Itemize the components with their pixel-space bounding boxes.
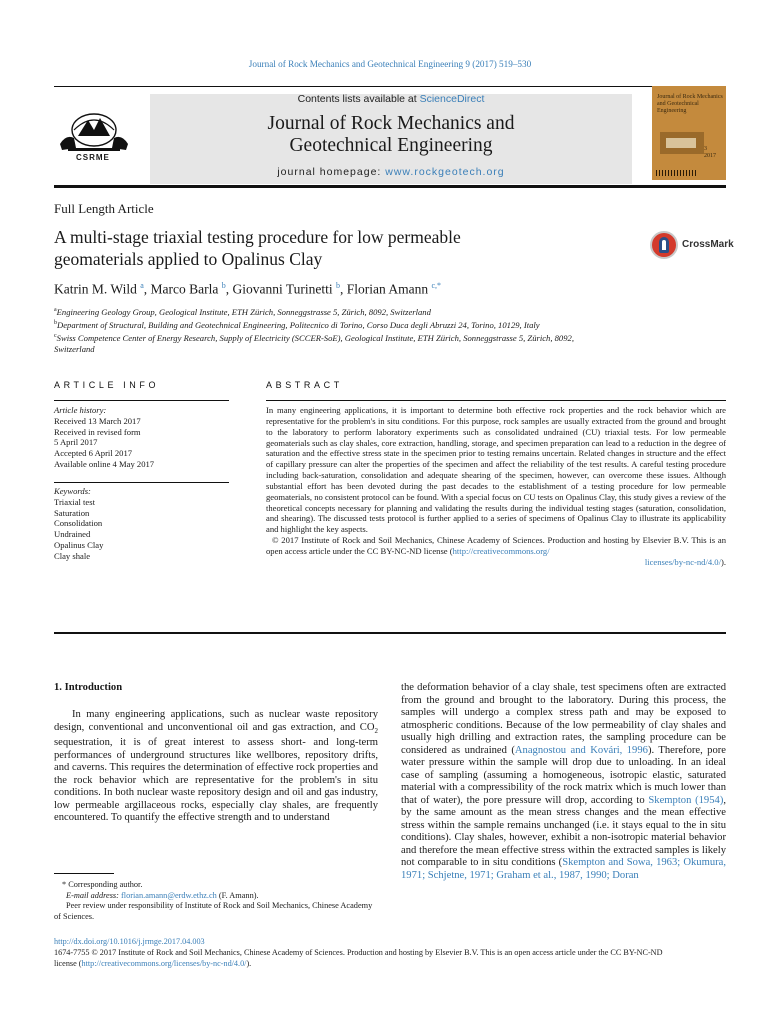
affiliation-b: $^b$Department of Structural, Building and Geotechnical Engineering, Politecnico di Torino, Corso Duca degli Abruzzi 24, Torino, 10129, Italy: [54, 319, 540, 330]
contents-line: [150, 93, 632, 105]
abstract-bottom-rule: [54, 632, 726, 634]
cover-volume: 3: [704, 146, 707, 152]
crossmark-badge[interactable]: [650, 231, 740, 261]
license-link-cont[interactable]: licenses/by-nc-nd/4.0/: [644, 556, 721, 567]
intro-paragraph-cont: the deformation behavior of a clay shale, test specimens often are extracted from the ground and brought to the laboratory. During this process, the samples will undergo a complex stress path and may be exposed to atmospheric conditions. Because of the low permeability of clay shales and usually high drilling and extraction rates, the sampling procedure can be considered as undrained (Anagnostou and Kovári, 1996). Therefore, pore water pressure within the sample will drop due to unloading. In an ideal case of sampling (assuming a homogeneous, isotropic elastic, saturated material with a compressibility of the rock matrix which is much lower than that of water), the pore pressure will drop, according to Skempton (1954), by the same amount as the mean stress changes and the mean effective stress within the sample remains unchanged (i.e. it stays equal to the in situ conditions). Clay shales, however, exhibit a non-isotropic material behavior and therefore the mean effective stress within the extracted samples is likely not comparable to in situ conditions (Skempton and Sowa, 1963; Okumura, 1971; Schjetne, 1971; Graham et al., 1987, 1990; Doran: [401, 682, 727, 881]
journal-title-line1: Journal of Rock Mechanics and: [267, 113, 515, 134]
author-affiliation-mark[interactable]: b: [221, 281, 226, 290]
keywords: [54, 486, 229, 562]
keyword: Triaxial test: [54, 496, 95, 507]
journal-citation[interactable]: Journal of Rock Mechanics and Geotechnical Engineering 9 (2017) 519–530: [248, 59, 532, 69]
history-line: 5 April 2017: [54, 437, 98, 448]
homepage-line: [150, 166, 632, 178]
footnotes: [54, 880, 378, 922]
article-type: Full Length Article: [54, 201, 154, 216]
author-name[interactable]: Giovanni Turinetti: [232, 281, 333, 297]
doi-link[interactable]: http://dx.doi.org/10.1016/j.jrmge.2017.04.003: [54, 937, 205, 946]
author-name[interactable]: Marco Barla: [150, 281, 219, 297]
article-title-line2: geomaterials applied to Opalinus Clay: [54, 249, 323, 269]
article-identifiers: [54, 937, 726, 969]
affiliations: [54, 305, 614, 355]
header-top-rule: [54, 86, 726, 87]
author-name[interactable]: Florian Amann: [346, 281, 429, 297]
csrme-logo: [54, 108, 134, 166]
abstract-body: [266, 405, 726, 568]
journal-title: [150, 113, 632, 157]
article-title: [54, 226, 614, 270]
keyword: Consolidation: [54, 518, 103, 529]
footnote-email: E-mail address: florian.amann@erdw.ethz.ch (F. Amann).: [66, 890, 259, 900]
cover-barcode: [656, 170, 696, 176]
crossmark-label: CrossMark: [682, 239, 734, 250]
license-line: license (http://creativecommons.org/licenses/by-nc-nd/4.0/).: [54, 958, 252, 968]
article-history-label: Article history:: [54, 405, 107, 415]
intro-paragraph: In many engineering applications, such as nuclear waste repository design, conventional and unconventional oil and gas extraction, and $CO_2$ sequestration, it is of great interest to assess short- and long-term performances of underground structures like wellbores, repository drifts, and caverns. This requires the determination of effective rock properties and the rock behavior which are representative for the problem's in situ conditions. In both nuclear waste repository design and oil and gas industry, low permeable argillaceous rocks, especially clay shales, are frequently encountered. To quantify the effective strength and to understand: [54, 709, 378, 824]
author-name[interactable]: Katrin M. Wild: [54, 281, 137, 297]
csrme-logo-text: CSRME: [76, 153, 110, 162]
author-affiliation-mark[interactable]: c,*: [431, 281, 442, 290]
abstract-rule: [266, 400, 726, 401]
journal-cover-image: [652, 86, 726, 180]
cover-volume-year: [704, 146, 716, 160]
article-history: [54, 405, 229, 470]
article-info-heading: ARTICLE INFO: [54, 380, 160, 390]
homepage-link[interactable]: www.rockgeotech.org: [385, 166, 505, 178]
contents-prefix: Contents lists available at: [297, 93, 420, 105]
affiliation-c: $^c$Swiss Competence Center of Energy Research, Supply of Electricity (SCCER-SoE), Geological Institute, ETH Zürich, Sonneggstrasse 5, Zürich, 8092,: [54, 332, 574, 343]
section-heading-introduction: 1. Introduction: [54, 682, 123, 693]
history-line: Available online 4 May 2017: [54, 458, 155, 469]
keywords-rule: [54, 482, 229, 483]
header-bottom-rule: [54, 185, 726, 188]
author-affiliation-mark[interactable]: b: [336, 281, 340, 290]
citation-link[interactable]: Skempton (1954): [648, 794, 724, 806]
license-link[interactable]: http://creativecommons.org/: [452, 545, 550, 556]
keyword: Saturation: [54, 507, 90, 518]
abstract-copyright: © 2017 Institute of Rock and Soil Mechanics, Chinese Academy of Sciences. Production and hosting by Elsevier B.V. This is an open access article under the CC BY-NC-ND license (http://creativecommons.org/ licenses/by-nc-nd/4.0/).: [266, 535, 726, 567]
author-list: Katrin M. Wild $^a$, Marco Barla $^b$, Giovanni Turinetti $^b$, Florian Amann $^{c,*}$: [54, 281, 442, 297]
keyword: Clay shale: [54, 550, 91, 561]
footnote-rule: [54, 873, 114, 874]
bottom-license-link[interactable]: http://creativecommons.org/licenses/by-nc-nd/4.0/: [81, 958, 247, 968]
article-title-line1: A multi-stage triaxial testing procedure for low permeable: [54, 227, 461, 247]
intro-right-column: [401, 682, 726, 882]
journal-title-line2: Geotechnical Engineering: [289, 135, 493, 156]
cover-figure-detail: [666, 138, 696, 148]
abstract-heading: ABSTRACT: [266, 380, 343, 390]
citation-link[interactable]: Skempton and Sowa, 1963; Okumura, 1971; Schjetne, 1971; Graham et al., 1987, 1990; Doran: [401, 857, 726, 881]
sciencedirect-link[interactable]: ScienceDirect: [419, 93, 485, 105]
cover-year: 2017: [704, 153, 716, 159]
homepage-prefix: journal homepage:: [277, 166, 386, 178]
history-line: Accepted 6 April 2017: [54, 448, 133, 459]
affiliation-c-cont: Switzerland: [54, 343, 95, 354]
abstract-text: In many engineering applications, it is important to determine both effective rock properties and the rock behavior which are representative for the problem's in situ conditions. For this purpose, rock samples are usually extracted from the ground and brought to the laboratory to perform laboratory experiments such as consolidated undrained (CU) triaxial tests. For low permeable geomaterials such as clay shales, core extraction, handling, storage, and specimen preparation can lead to a reduction in the degree of saturation and the effective stress state in the specimen prior to testing remains uncertain. Related changes in structure and the effect of capillary pressure can alter the properties of the specimen and affect the reliability of the test results. A careful testing procedure including back-saturation, consolidation and adequate shearing of the specimen, however, can overcome these issues. Although substantial effort has been devoted during the past decades to the establishment of a testing procedure for low permeable geomaterials, no consistent protocol can be found. With a special focus on CU tests on Opalinus Clay, this study gives a review of the theoretical concepts necessary for planning and validating the results during the individual testing stages (saturation, consolidation, and shearing). The discussed tests protocol is further applied to a series of specimens of Opalinus Clay to illustrate its applicability and highlight the key aspects.: [266, 405, 726, 535]
footnote-corresponding: * Corresponding author.: [62, 880, 143, 889]
crossmark-icon: [650, 231, 678, 259]
article-info-rule: [54, 400, 229, 401]
history-line: Received in revised form: [54, 426, 141, 437]
affiliation-a: $^a$Engineering Geology Group, Geological Institute, ETH Zürich, Sonneggstrasse 5, Zürich, 8092, Switzerland: [54, 306, 431, 317]
cover-title: Journal of Rock Mechanics and Geotechnical Engineering: [657, 94, 723, 114]
footnote-peer-review: Peer review under responsibility of Institute of Rock and Soil Mechanics, Chinese Academy of Sciences.: [54, 901, 373, 921]
intro-left-column: [54, 709, 378, 825]
citation-link[interactable]: Anagnostou and Kovári, 1996: [514, 744, 648, 756]
keyword: Undrained: [54, 529, 91, 540]
author-affiliation-mark[interactable]: a: [140, 281, 144, 290]
history-line: Received 13 March 2017: [54, 415, 141, 426]
email-link[interactable]: florian.amann@erdw.ethz.ch: [121, 890, 217, 900]
keywords-label: Keywords:: [54, 486, 91, 496]
issn-line: 1674-7755 © 2017 Institute of Rock and Soil Mechanics, Chinese Academy of Sciences. Production and hosting by Elsevier B.V. This is an open access article under the CC BY-NC-ND: [54, 947, 663, 957]
keyword: Opalinus Clay: [54, 539, 104, 550]
